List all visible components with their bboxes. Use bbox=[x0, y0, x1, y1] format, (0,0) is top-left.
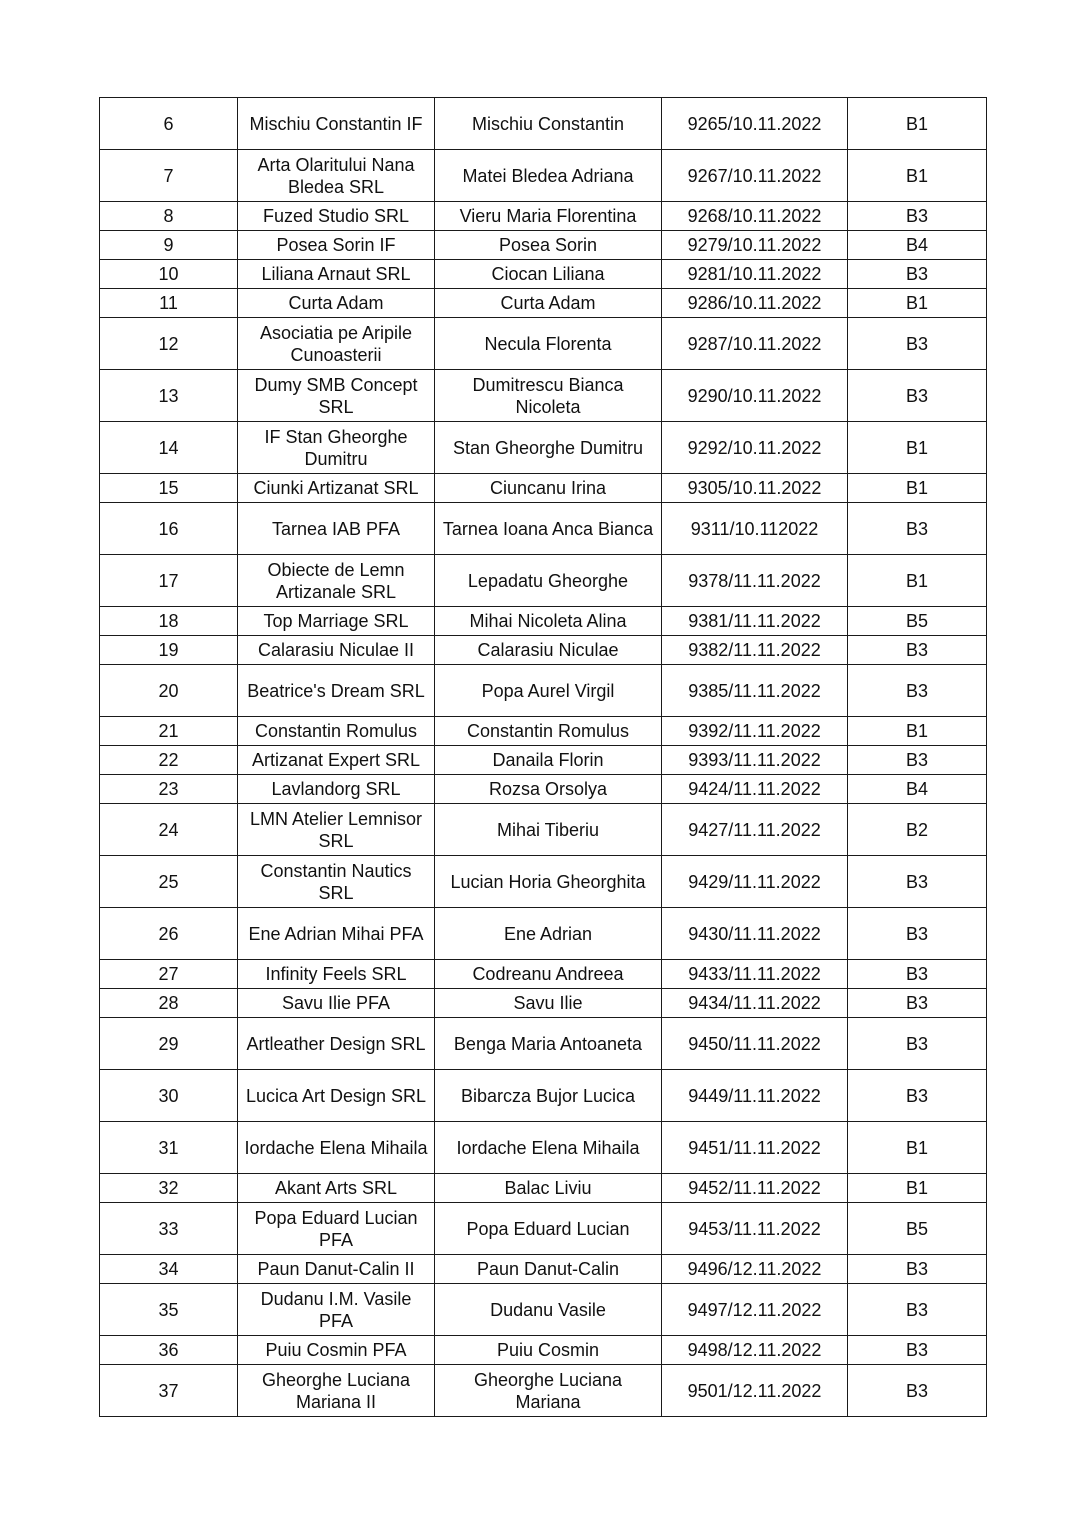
row-number: 10 bbox=[100, 260, 238, 289]
category-code: B3 bbox=[848, 318, 987, 370]
row-number: 23 bbox=[100, 775, 238, 804]
category-code: B3 bbox=[848, 1336, 987, 1365]
category-code: B3 bbox=[848, 746, 987, 775]
table-row bbox=[100, 804, 987, 856]
registration-number: 9378/11.11.2022 bbox=[662, 555, 848, 607]
row-number: 34 bbox=[100, 1255, 238, 1284]
table-row bbox=[100, 1255, 987, 1284]
company-name: Curta Adam bbox=[238, 289, 435, 318]
representative-name: Mischiu Constantin bbox=[435, 98, 662, 150]
row-number: 24 bbox=[100, 804, 238, 856]
table-row bbox=[100, 1365, 987, 1417]
table-row bbox=[100, 422, 987, 474]
category-code: B1 bbox=[848, 289, 987, 318]
company-name: Dumy SMB Concept SRL bbox=[238, 370, 435, 422]
registration-number: 9279/10.11.2022 bbox=[662, 231, 848, 260]
category-code: B4 bbox=[848, 231, 987, 260]
table-row bbox=[100, 636, 987, 665]
representative-name: Mihai Tiberiu bbox=[435, 804, 662, 856]
category-code: B2 bbox=[848, 804, 987, 856]
registration-number: 9451/11.11.2022 bbox=[662, 1122, 848, 1174]
registration-number: 9281/10.11.2022 bbox=[662, 260, 848, 289]
table-row bbox=[100, 746, 987, 775]
company-name: Asociatia pe Aripile Cunoasterii bbox=[238, 318, 435, 370]
representative-name: Gheorghe Luciana Mariana bbox=[435, 1365, 662, 1417]
representative-name: Lepadatu Gheorghe bbox=[435, 555, 662, 607]
representative-name: Puiu Cosmin bbox=[435, 1336, 662, 1365]
company-name: Lavlandorg SRL bbox=[238, 775, 435, 804]
table-row bbox=[100, 231, 987, 260]
company-name: Lucica Art Design SRL bbox=[238, 1070, 435, 1122]
company-name: Ene Adrian Mihai PFA bbox=[238, 908, 435, 960]
representative-name: Calarasiu Niculae bbox=[435, 636, 662, 665]
representative-name: Posea Sorin bbox=[435, 231, 662, 260]
category-code: B3 bbox=[848, 960, 987, 989]
registration-number: 9434/11.11.2022 bbox=[662, 989, 848, 1018]
row-number: 35 bbox=[100, 1284, 238, 1336]
category-code: B3 bbox=[848, 989, 987, 1018]
category-code: B1 bbox=[848, 1174, 987, 1203]
company-name: Beatrice's Dream SRL bbox=[238, 665, 435, 717]
category-code: B1 bbox=[848, 150, 987, 202]
company-name: Constantin Romulus bbox=[238, 717, 435, 746]
table-row bbox=[100, 856, 987, 908]
registration-number: 9453/11.11.2022 bbox=[662, 1203, 848, 1255]
registration-number: 9268/10.11.2022 bbox=[662, 202, 848, 231]
row-number: 27 bbox=[100, 960, 238, 989]
company-name: IF Stan Gheorghe Dumitru bbox=[238, 422, 435, 474]
category-code: B1 bbox=[848, 1122, 987, 1174]
category-code: B3 bbox=[848, 370, 987, 422]
row-number: 11 bbox=[100, 289, 238, 318]
category-code: B1 bbox=[848, 422, 987, 474]
company-name: Obiecte de Lemn Artizanale SRL bbox=[238, 555, 435, 607]
registration-number: 9305/10.11.2022 bbox=[662, 474, 848, 503]
table-row bbox=[100, 989, 987, 1018]
company-name: Calarasiu Niculae II bbox=[238, 636, 435, 665]
registration-number: 9392/11.11.2022 bbox=[662, 717, 848, 746]
registration-number: 9311/10.112022 bbox=[662, 503, 848, 555]
category-code: B3 bbox=[848, 908, 987, 960]
representative-name: Ene Adrian bbox=[435, 908, 662, 960]
representative-name: Constantin Romulus bbox=[435, 717, 662, 746]
table-row bbox=[100, 1336, 987, 1365]
row-number: 15 bbox=[100, 474, 238, 503]
registration-number: 9292/10.11.2022 bbox=[662, 422, 848, 474]
row-number: 20 bbox=[100, 665, 238, 717]
representative-name: Ciocan Liliana bbox=[435, 260, 662, 289]
row-number: 19 bbox=[100, 636, 238, 665]
row-number: 25 bbox=[100, 856, 238, 908]
category-code: B5 bbox=[848, 1203, 987, 1255]
row-number: 17 bbox=[100, 555, 238, 607]
table-row bbox=[100, 1018, 987, 1070]
registration-number: 9381/11.11.2022 bbox=[662, 607, 848, 636]
table-row bbox=[100, 555, 987, 607]
table-row bbox=[100, 1284, 987, 1336]
category-code: B3 bbox=[848, 1018, 987, 1070]
category-code: B1 bbox=[848, 98, 987, 150]
registration-number: 9265/10.11.2022 bbox=[662, 98, 848, 150]
representative-name: Dudanu Vasile bbox=[435, 1284, 662, 1336]
registration-number: 9286/10.11.2022 bbox=[662, 289, 848, 318]
representative-name: Rozsa Orsolya bbox=[435, 775, 662, 804]
registration-number: 9433/11.11.2022 bbox=[662, 960, 848, 989]
table-row bbox=[100, 1203, 987, 1255]
row-number: 14 bbox=[100, 422, 238, 474]
registration-number: 9450/11.11.2022 bbox=[662, 1018, 848, 1070]
row-number: 31 bbox=[100, 1122, 238, 1174]
category-code: B1 bbox=[848, 474, 987, 503]
representative-name: Tarnea Ioana Anca Bianca bbox=[435, 503, 662, 555]
row-number: 37 bbox=[100, 1365, 238, 1417]
company-name: Dudanu I.M. Vasile PFA bbox=[238, 1284, 435, 1336]
representative-name: Paun Danut-Calin bbox=[435, 1255, 662, 1284]
table-row bbox=[100, 960, 987, 989]
registration-number: 9385/11.11.2022 bbox=[662, 665, 848, 717]
representative-name: Danaila Florin bbox=[435, 746, 662, 775]
category-code: B3 bbox=[848, 856, 987, 908]
registration-number: 9424/11.11.2022 bbox=[662, 775, 848, 804]
company-name: Top Marriage SRL bbox=[238, 607, 435, 636]
registration-number: 9452/11.11.2022 bbox=[662, 1174, 848, 1203]
table-row bbox=[100, 289, 987, 318]
category-code: B3 bbox=[848, 1070, 987, 1122]
table-row bbox=[100, 717, 987, 746]
representative-name: Ciuncanu Irina bbox=[435, 474, 662, 503]
representative-name: Benga Maria Antoaneta bbox=[435, 1018, 662, 1070]
representative-name: Iordache Elena Mihaila bbox=[435, 1122, 662, 1174]
table-row bbox=[100, 775, 987, 804]
company-name: Artleather Design SRL bbox=[238, 1018, 435, 1070]
table-row bbox=[100, 665, 987, 717]
representative-name: Bibarcza Bujor Lucica bbox=[435, 1070, 662, 1122]
company-name: Ciunki Artizanat SRL bbox=[238, 474, 435, 503]
category-code: B5 bbox=[848, 607, 987, 636]
table-row bbox=[100, 1174, 987, 1203]
representative-name: Lucian Horia Gheorghita bbox=[435, 856, 662, 908]
company-name: Posea Sorin IF bbox=[238, 231, 435, 260]
registration-number: 9449/11.11.2022 bbox=[662, 1070, 848, 1122]
category-code: B3 bbox=[848, 260, 987, 289]
registration-table bbox=[99, 97, 987, 1417]
registration-number: 9498/12.11.2022 bbox=[662, 1336, 848, 1365]
row-number: 7 bbox=[100, 150, 238, 202]
representative-name: Popa Eduard Lucian bbox=[435, 1203, 662, 1255]
row-number: 8 bbox=[100, 202, 238, 231]
registration-number: 9393/11.11.2022 bbox=[662, 746, 848, 775]
company-name: Akant Arts SRL bbox=[238, 1174, 435, 1203]
representative-name: Curta Adam bbox=[435, 289, 662, 318]
category-code: B3 bbox=[848, 503, 987, 555]
row-number: 21 bbox=[100, 717, 238, 746]
company-name: Popa Eduard Lucian PFA bbox=[238, 1203, 435, 1255]
registration-number: 9427/11.11.2022 bbox=[662, 804, 848, 856]
company-name: Puiu Cosmin PFA bbox=[238, 1336, 435, 1365]
category-code: B3 bbox=[848, 636, 987, 665]
company-name: Constantin Nautics SRL bbox=[238, 856, 435, 908]
company-name: Savu Ilie PFA bbox=[238, 989, 435, 1018]
row-number: 32 bbox=[100, 1174, 238, 1203]
company-name: Iordache Elena Mihaila bbox=[238, 1122, 435, 1174]
representative-name: Necula Florenta bbox=[435, 318, 662, 370]
table-row bbox=[100, 607, 987, 636]
representative-name: Vieru Maria Florentina bbox=[435, 202, 662, 231]
registration-number: 9497/12.11.2022 bbox=[662, 1284, 848, 1336]
row-number: 6 bbox=[100, 98, 238, 150]
table-row bbox=[100, 260, 987, 289]
company-name: Infinity Feels SRL bbox=[238, 960, 435, 989]
category-code: B3 bbox=[848, 1255, 987, 1284]
company-name: Tarnea IAB PFA bbox=[238, 503, 435, 555]
company-name: Mischiu Constantin IF bbox=[238, 98, 435, 150]
representative-name: Stan Gheorghe Dumitru bbox=[435, 422, 662, 474]
representative-name: Matei Bledea Adriana bbox=[435, 150, 662, 202]
company-name: LMN Atelier Lemnisor SRL bbox=[238, 804, 435, 856]
table-row bbox=[100, 202, 987, 231]
row-number: 29 bbox=[100, 1018, 238, 1070]
table-row bbox=[100, 1070, 987, 1122]
row-number: 9 bbox=[100, 231, 238, 260]
row-number: 36 bbox=[100, 1336, 238, 1365]
registration-number: 9501/12.11.2022 bbox=[662, 1365, 848, 1417]
row-number: 30 bbox=[100, 1070, 238, 1122]
registration-number: 9267/10.11.2022 bbox=[662, 150, 848, 202]
row-number: 33 bbox=[100, 1203, 238, 1255]
representative-name: Codreanu Andreea bbox=[435, 960, 662, 989]
row-number: 16 bbox=[100, 503, 238, 555]
representative-name: Balac Liviu bbox=[435, 1174, 662, 1203]
table-body bbox=[100, 98, 987, 1417]
representative-name: Mihai Nicoleta Alina bbox=[435, 607, 662, 636]
row-number: 13 bbox=[100, 370, 238, 422]
representative-name: Popa Aurel Virgil bbox=[435, 665, 662, 717]
company-name: Gheorghe Luciana Mariana II bbox=[238, 1365, 435, 1417]
row-number: 18 bbox=[100, 607, 238, 636]
row-number: 26 bbox=[100, 908, 238, 960]
registration-number: 9430/11.11.2022 bbox=[662, 908, 848, 960]
category-code: B3 bbox=[848, 665, 987, 717]
table-row bbox=[100, 98, 987, 150]
registration-number: 9496/12.11.2022 bbox=[662, 1255, 848, 1284]
row-number: 12 bbox=[100, 318, 238, 370]
table-row bbox=[100, 318, 987, 370]
category-code: B3 bbox=[848, 1365, 987, 1417]
table-row bbox=[100, 908, 987, 960]
category-code: B1 bbox=[848, 717, 987, 746]
row-number: 28 bbox=[100, 989, 238, 1018]
table-row bbox=[100, 474, 987, 503]
company-name: Paun Danut-Calin II bbox=[238, 1255, 435, 1284]
category-code: B3 bbox=[848, 202, 987, 231]
table-row bbox=[100, 1122, 987, 1174]
table-row bbox=[100, 370, 987, 422]
company-name: Arta Olaritului Nana Bledea SRL bbox=[238, 150, 435, 202]
registration-number: 9382/11.11.2022 bbox=[662, 636, 848, 665]
representative-name: Savu Ilie bbox=[435, 989, 662, 1018]
table-row bbox=[100, 150, 987, 202]
category-code: B1 bbox=[848, 555, 987, 607]
company-name: Fuzed Studio SRL bbox=[238, 202, 435, 231]
table-row bbox=[100, 503, 987, 555]
registration-number: 9429/11.11.2022 bbox=[662, 856, 848, 908]
registration-number: 9287/10.11.2022 bbox=[662, 318, 848, 370]
category-code: B4 bbox=[848, 775, 987, 804]
company-name: Artizanat Expert SRL bbox=[238, 746, 435, 775]
registration-number: 9290/10.11.2022 bbox=[662, 370, 848, 422]
representative-name: Dumitrescu Bianca Nicoleta bbox=[435, 370, 662, 422]
row-number: 22 bbox=[100, 746, 238, 775]
category-code: B3 bbox=[848, 1284, 987, 1336]
company-name: Liliana Arnaut SRL bbox=[238, 260, 435, 289]
